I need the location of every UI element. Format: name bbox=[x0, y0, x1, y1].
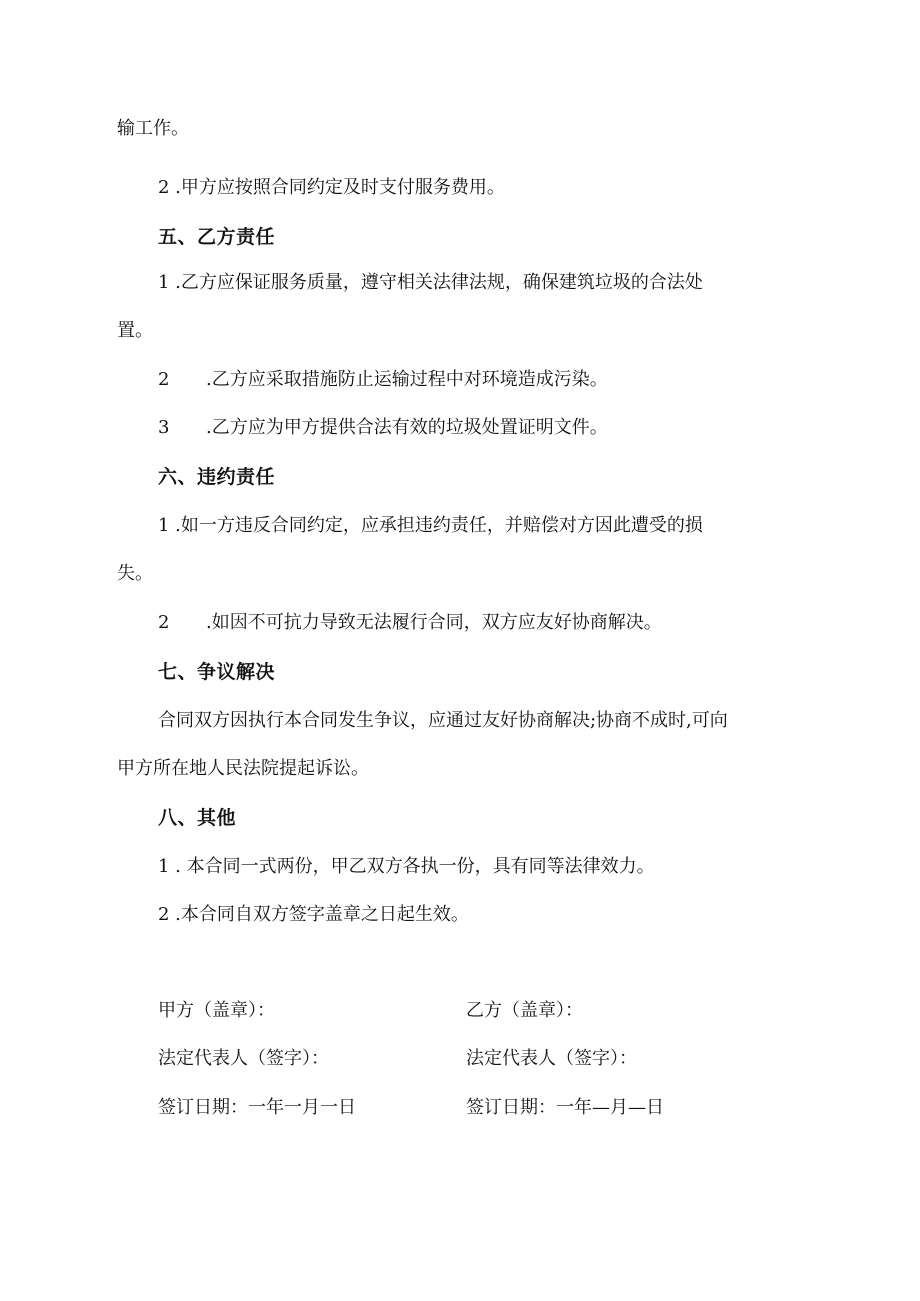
clause-5-2 bbox=[158, 368, 608, 392]
dispute-paragraph-continuation: 甲方所在地人民法院提起诉讼。 bbox=[117, 758, 369, 779]
paragraph-continuation: 输工作。 bbox=[117, 118, 189, 139]
clause-number: 2 bbox=[158, 612, 170, 633]
clause-6-1-continuation: 失。 bbox=[117, 563, 153, 584]
section-heading-7: 七、争议解决 bbox=[158, 661, 276, 683]
party-a-seal: 甲方（盖章）： bbox=[158, 1000, 275, 1021]
party-b-seal: 乙方（盖章）： bbox=[466, 1000, 583, 1021]
clause-number: 2 bbox=[158, 369, 170, 390]
clause-8-1: 1 . 本合同一式两份，甲乙双方各执一份，具有同等法律效力。 bbox=[158, 856, 655, 877]
section-heading-5: 五、乙方责任 bbox=[158, 226, 276, 248]
clause-8-2: 2 .本合同自双方签字盖章之日起生效。 bbox=[158, 904, 469, 925]
party-a-representative: 法定代表人（签字）： bbox=[158, 1048, 329, 1069]
clause-5-1-continuation: 置。 bbox=[117, 320, 153, 341]
dispute-paragraph: 合同双方因执行本合同发生争议，应通过友好协商解决;协商不成时,可向 bbox=[158, 710, 728, 731]
clause-4-2: 2 .甲方应按照合同约定及时支付服务费用。 bbox=[158, 177, 505, 198]
party-b-representative: 法定代表人（签字）： bbox=[466, 1048, 637, 1069]
party-a-sign-date: 签订日期：一年一月一日 bbox=[158, 1097, 356, 1118]
clause-text: .乙方应采取措施防止运输过程中对环境造成污染。 bbox=[206, 369, 608, 390]
clause-text: .如因不可抗力导致无法履行合同，双方应友好协商解决。 bbox=[206, 612, 662, 633]
clause-number: 3 bbox=[158, 417, 170, 438]
clause-5-1: 1 .乙方应保证服务质量，遵守相关法律法规，确保建筑垃圾的合法处 bbox=[158, 272, 703, 293]
clause-6-2 bbox=[158, 611, 662, 635]
party-b-sign-date: 签订日期：一年—月—日 bbox=[466, 1097, 664, 1118]
section-heading-6: 六、违约责任 bbox=[158, 466, 276, 488]
clause-5-3 bbox=[158, 416, 608, 440]
clause-text: .乙方应为甲方提供合法有效的垃圾处置证明文件。 bbox=[206, 417, 608, 438]
clause-6-1: 1 .如一方违反合同约定，应承担违约责任，并赔偿对方因此遭受的损 bbox=[158, 515, 703, 536]
section-heading-8: 八、其他 bbox=[158, 807, 237, 829]
